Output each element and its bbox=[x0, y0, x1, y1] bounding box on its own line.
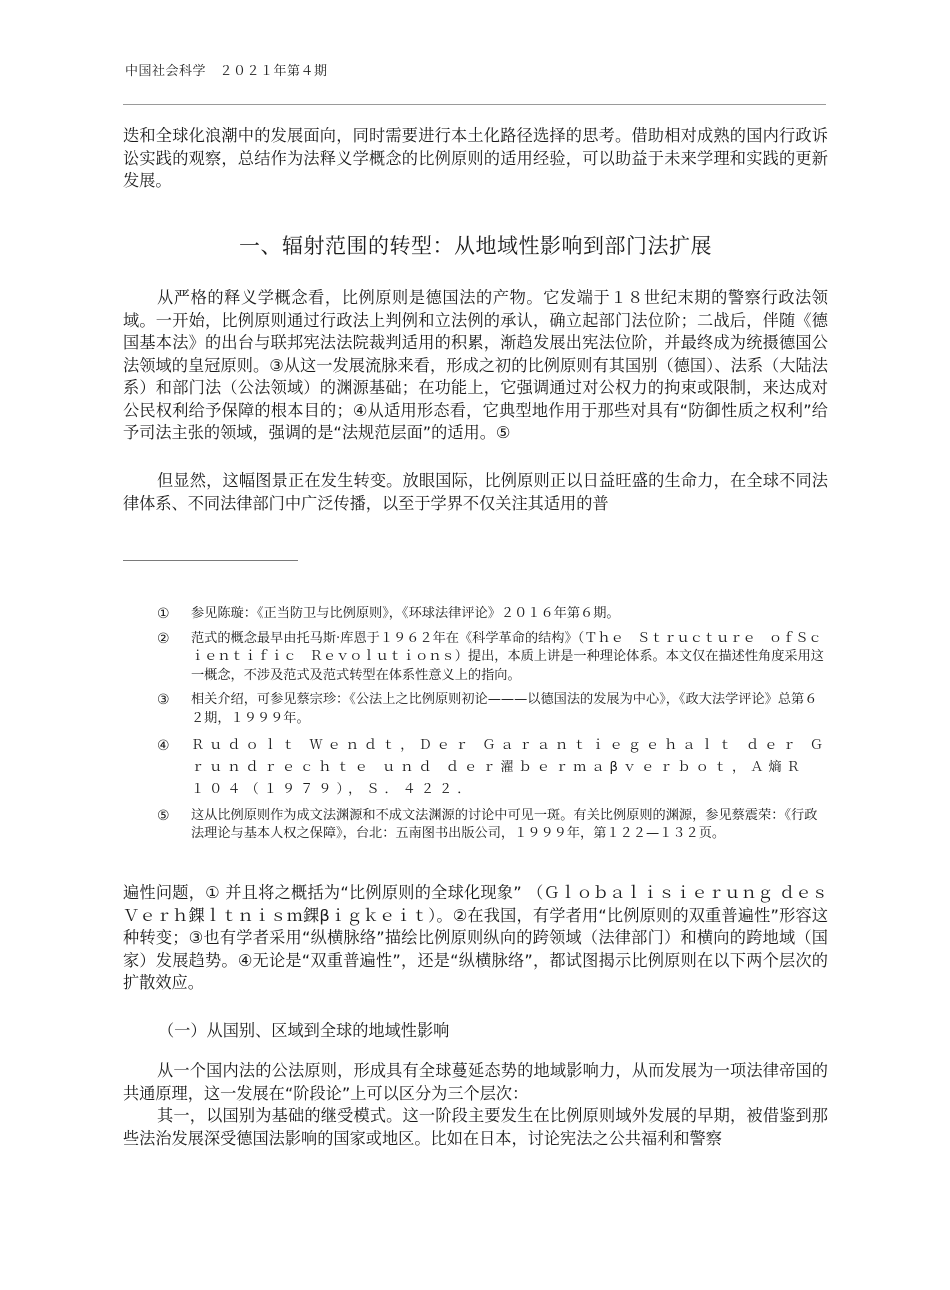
footnote-text: 范式的概念最早由托马斯·库恩于１９６２年在《科学革命的结构》（Ｔｈｅ Ｓｔｒｕｃｔｕｒｅ ｏｆＳｃｉｅｎｔｉｆｉｃ Ｒｅｖｏｌｕｔｉｏｎｓ）提出，本质上讲是一种理论体系。本文仅在描述性角度采用这一概念，不涉及范式及范式转型在体系性意义上的指向。 bbox=[191, 630, 824, 683]
journal-header: 中国社会科学 ２０２１年第４期 bbox=[125, 64, 328, 79]
footnote-text: 参见陈璇：《正当防卫与比例原则》，《环球法律评论》２０１６年第６期。 bbox=[191, 606, 620, 621]
footnote-number: ② bbox=[157, 630, 170, 647]
footnote-text: 这从比例原则作为成文法渊源和不成文法渊源的讨论中可见一斑。有关比例原则的渊源，参见蔡震荣：《行政法理论与基本人权之保障》，台北：五南图书出版公司，１９９９年，第１２２—１３２页。 bbox=[191, 807, 818, 842]
footnote-number: ① bbox=[157, 606, 170, 622]
footnote-text: Ｒｕｄｏｌｔ Ｗｅｎｄｔ，Ｄｅｒ Ｇａｒａｎｔｉｅｇｅｈａｌｔ ｄｅｒ Ｇｒｕｎｄｒｅｃｈｔｅ ｕｎｄ ｄｅｒ濯ｂｅｒｍａβｖｅｒｂｏｔ，Ａ熵Ｒ １０４（１９７９），Ｓ．４２２． bbox=[191, 737, 828, 797]
footnote-item bbox=[157, 735, 829, 801]
footnote-item bbox=[157, 605, 829, 624]
section-heading: 一、辐射范围的转型：从地域性影响到部门法扩展 bbox=[239, 234, 712, 258]
continuation-paragraph: 遍性问题，① 并且将之概括为“比例原则的全球化现象” （Ｇｌｏｂａｌｉｓｉｅｒｕｎｇ ｄｅｓＶｅｒｈ錁ｌｔｎｉｓｍ錁βｉｇｋｅｉｔ）。②在我国，有学者用“比例原则的双重普遍性”形容这种转变；③也有学者采用“纵横脉络”描绘比例原则纵向的跨领域（法律部门）和横向的跨地域（国家）发展趋势。④无论是“双重普遍性”，还是“纵横脉络”，都试图揭示比例原则在以下两个层次的扩散效应。 bbox=[123, 883, 828, 992]
territory-paragraph: 从一个国内法的公法原则，形成具有全球蔓延态势的地域影响力，从而发展为一项法律帝国的共通原理，这一发展在“阶段论”上可以区分为三个层次： bbox=[123, 1061, 828, 1103]
footnote-list bbox=[157, 605, 829, 850]
change-paragraph: 但显然，这幅图景正在发生转变。放眼国际，比例原则正以日益旺盛的生命力，在全球不同法律体系、不同法律部门中广泛传播，以至于学界不仅关注其适用的普 bbox=[123, 471, 828, 513]
header-divider bbox=[123, 104, 826, 105]
intro-paragraph: 迭和全球化浪潮中的发展面向，同时需要进行本土化路径选择的思考。借助相对成熟的国内行政诉讼实践的观察，总结作为法释义学概念的比例原则的适用经验，可以助益于未来学理和实践的更新发展。 bbox=[123, 126, 828, 190]
footnote-item bbox=[157, 630, 829, 686]
subsection-heading: （一）从国别、区域到全球的地域性影响 bbox=[158, 1021, 450, 1040]
footnote-divider bbox=[123, 560, 298, 561]
footnote-text: 相关介绍，可参见蔡宗珍：《公法上之比例原则初论———以德国法的发展为中心》，《政大法学评论》总第６２期，１９９９年。 bbox=[191, 692, 818, 726]
footnote-number: ⑤ bbox=[157, 807, 170, 824]
first-mode-paragraph: 其一，以国别为基础的继受模式。这一阶段主要发生在比例原则域外发展的早期，被借鉴到那些法治发展深受德国法影响的国家或地区。比如在日本，讨论宪法之公共福利和警察 bbox=[123, 1106, 828, 1148]
footnote-item bbox=[157, 807, 829, 844]
footnote-number: ④ bbox=[157, 737, 175, 754]
origin-paragraph: 从严格的释义学概念看，比例原则是德国法的产物。它发端于１８世纪末期的警察行政法领域。一开始，比例原则通过行政法上判例和立法例的承认，确立起部门法位阶；二战后，伴随《德国基本法》的出台与联邦宪法法院裁判适用的积累，渐趋发展出宪法位阶，并最终成为统摄德国公法领域的皇冠原则。③从这一发展流脉来看，形成之初的比例原则有其国别（德国）、法系（大陆法系）和部门法（公法领域）的渊源基础；在功能上，它强调通过对公权力的拘束或限制，来达成对公民权利给予保障的根本目的；④从适用形态看，它典型地作用于那些对具有“防御性质之权利”给予司法主张的领域，强调的是“法规范层面”的适用。⑤ bbox=[123, 288, 828, 442]
footnote-item bbox=[157, 691, 829, 728]
footnote-number: ③ bbox=[157, 692, 170, 709]
